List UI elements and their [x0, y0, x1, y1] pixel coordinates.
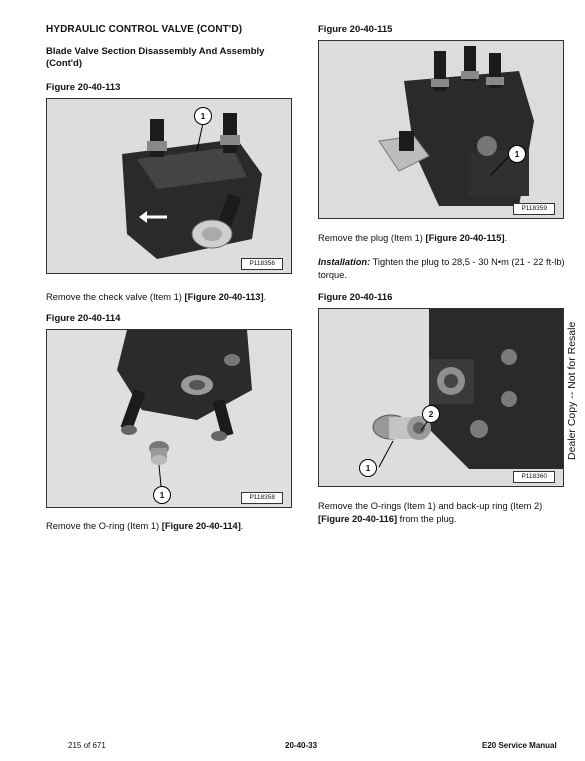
- step-text: Remove the O-ring (Item 1): [46, 521, 162, 531]
- callout-1: 1: [194, 107, 212, 125]
- step-orings-backup: [318, 500, 568, 526]
- photo-code: P118360: [513, 471, 555, 483]
- side-note: [566, 300, 580, 460]
- step-text: Remove the O-rings (Item 1) and back-up ring (Item 2): [318, 501, 543, 511]
- figure-photo: [46, 329, 292, 508]
- step-end: from the plug.: [397, 514, 457, 524]
- callout-1: 1: [153, 486, 171, 504]
- orings-photo-image: [319, 309, 563, 486]
- figure-photo: [318, 40, 564, 219]
- callout-1: 1: [508, 145, 526, 163]
- installation-text: Tighten the plug to 28,5 - 30 N•m (21 - 22 ft-lb) torque.: [318, 257, 565, 280]
- subsection-title: Blade Valve Section Disassembly And Assembly (Cont'd): [46, 46, 265, 69]
- figure-photo: [46, 98, 292, 274]
- figure-ref: [Figure 20-40-114]: [161, 521, 241, 531]
- photo-code: P118356: [241, 258, 283, 270]
- figure-title: Figure 20-40-113: [46, 82, 121, 93]
- step-end: .: [504, 233, 508, 243]
- side-note-text: Dealer Copy -- Not for Resale: [566, 321, 578, 460]
- step-end: .: [263, 292, 267, 302]
- callout-2: 2: [422, 405, 440, 423]
- callout-1: 1: [359, 459, 377, 477]
- figure-ref: [Figure 20-40-115]: [425, 233, 505, 243]
- figure-title: Figure 20-40-114: [46, 313, 121, 324]
- figure-ref: [Figure 20-40-113]: [184, 292, 264, 302]
- step-oring: [46, 520, 296, 533]
- step-plug: [318, 232, 568, 245]
- page-number: 20-40-33: [285, 741, 318, 750]
- step-check-valve: [46, 291, 296, 304]
- oring-photo-image: [47, 330, 291, 507]
- figure-ref: [Figure 20-40-116]: [318, 514, 398, 524]
- section-title: HYDRAULIC CONTROL VALVE (CONT'D): [46, 24, 243, 35]
- figure-title: Figure 20-40-115: [318, 24, 393, 35]
- plug-photo-image: [319, 41, 563, 218]
- installation-note: [318, 256, 568, 282]
- step-text: Remove the check valve (Item 1): [46, 292, 185, 302]
- step-end: .: [240, 521, 244, 531]
- figure-photo: [318, 308, 564, 487]
- figure-title: Figure 20-40-116: [318, 292, 393, 303]
- installation-label: Installation:: [318, 257, 371, 267]
- valve-photo-image: [47, 99, 291, 273]
- page-of: 215 of 671: [68, 741, 106, 750]
- step-text: Remove the plug (Item 1): [318, 233, 426, 243]
- manual-title: E20 Service Manual: [482, 741, 557, 750]
- photo-code: P118359: [513, 203, 555, 215]
- photo-code: P118358: [241, 492, 283, 504]
